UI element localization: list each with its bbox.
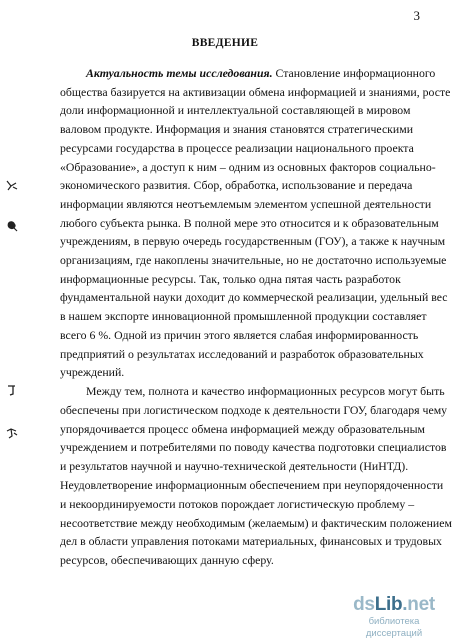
dslib-watermark <box>342 594 446 639</box>
section-heading: ВВЕДЕНИЕ <box>191 37 259 49</box>
text-line: несоответствие между необходимым (желаемым) и фактическим положением <box>60 515 452 530</box>
text-line: ресурсов, обеспечивающих данную сферу. <box>60 553 274 568</box>
logo-part: . <box>402 594 408 615</box>
text-line: всего 6 %. Одной из причин этого является слабая информированность <box>60 327 419 342</box>
text-line: предприятий о результатах исследований и разработок образовательных <box>60 346 424 361</box>
logo-part: ds <box>353 594 375 615</box>
logo-part: net <box>407 594 435 615</box>
text-line: валовом продукте. Информация и знания становятся стратегическими <box>60 122 414 137</box>
text-line: и результатов научной и научно-технической деятельности (НиНТД). <box>60 459 409 474</box>
text-line: в нашем экспорте инновационной промышленной продукции составляет <box>60 309 427 324</box>
text-line: дел в области управления потоками материальных, финансовых и трудовых <box>60 534 442 549</box>
text-line: любого субъекта рынка. В полной мере это относится и к образовательным <box>60 215 439 230</box>
text-line: и некоординируемости потоков порождает логистическую проблему – <box>60 496 415 511</box>
text-line: информационные ресурсы. Так, только одна пятая часть разработок <box>60 271 401 286</box>
text-line: организациям, где накоплены значительные, но не достаточно используемые <box>60 253 447 267</box>
page-number: 3 <box>413 8 420 23</box>
logo-part: Lib <box>374 594 403 615</box>
text-line: Неудовлетворение информационным обеспечением при неупорядоченности <box>60 478 444 492</box>
line-text: Становление информационного <box>272 66 436 80</box>
margin-scan-mark <box>5 178 19 192</box>
margin-scan-mark <box>5 383 19 397</box>
text-line <box>86 66 436 81</box>
text-line: учреждениям, в первую очередь государственным (ГОУ), а также к научным <box>60 234 446 249</box>
dslib-logo <box>342 594 446 616</box>
lead-phrase: Актуальность темы исследования. <box>86 66 273 80</box>
text-line: информации являются неотъемлемым элементом успешной деятельности <box>60 196 432 211</box>
text-line: доли информационной и интеллектуальной составляющей в мировом <box>60 103 411 118</box>
text-line: общества базируется на активизации обмена информацией и знаниями, росте <box>60 84 451 99</box>
watermark-subtitle: библиотека диссертаций <box>365 616 423 639</box>
text-line: Между тем, полнота и качество информационных ресурсов могут быть <box>86 384 445 398</box>
text-line: учреждений. <box>60 365 125 380</box>
text-line: упорядочивается процесс обмена информацией между образовательным <box>60 421 426 436</box>
text-line: обеспечены при логистическом подходе к деятельности ГОУ, благодаря чему <box>60 402 448 417</box>
text-line: экономического развития. Сбор, обработка, использование и передача <box>60 178 413 193</box>
text-line: фундаментальной науки доходит до коммерческой реализации, удельный вес <box>60 290 448 305</box>
margin-scan-mark <box>5 218 19 232</box>
text-line: «Образование», а доступ к ним – одним из основных факторов социально- <box>60 159 436 174</box>
text-line: учреждением и потребителями по поводу качества подготовки специалистов <box>60 440 447 455</box>
text-line: ресурсами государства в процессе реализации национального проекта <box>60 140 414 155</box>
margin-scan-mark <box>5 425 19 439</box>
